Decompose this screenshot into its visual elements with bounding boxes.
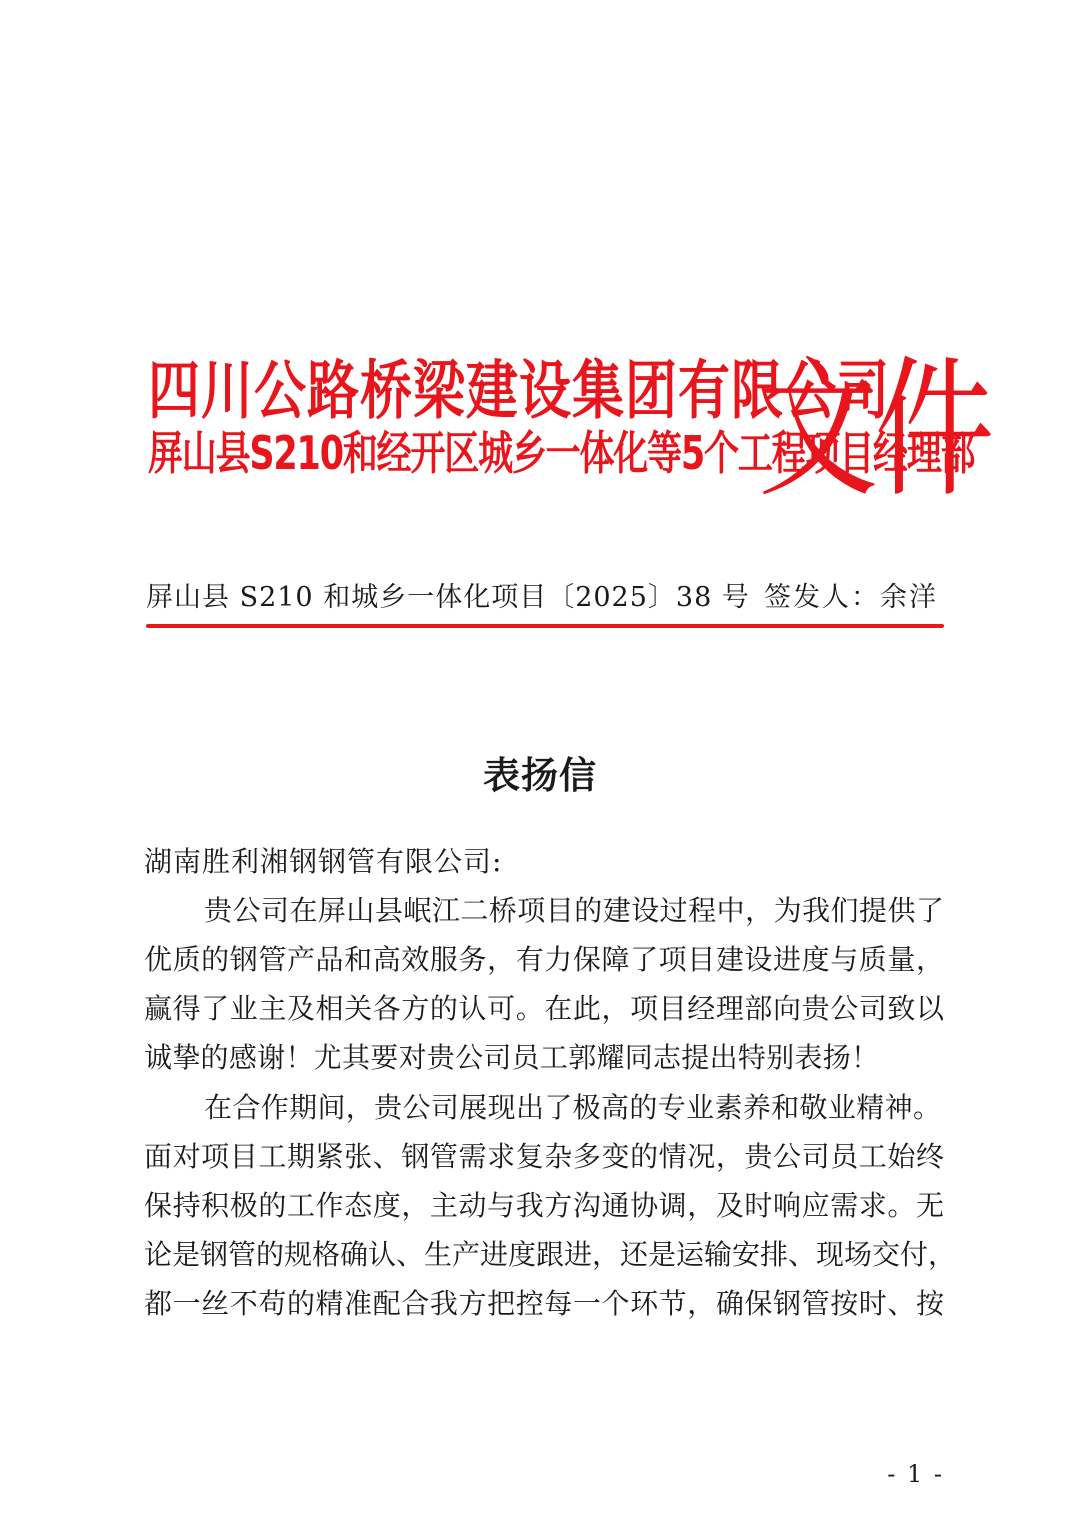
project-department-name: 屏山县S210和经开区城乡一体化等5个工程项目经理部 bbox=[148, 428, 975, 481]
body-line: 贵公司在屏山县岷江二桥项目的建设过程中，为我们提供了 bbox=[204, 894, 944, 927]
body-line: 赢得了业主及相关各方的认可。在此，项目经理部向贵公司致以 bbox=[144, 992, 944, 1025]
body-line: 在合作期间，贵公司展现出了极高的专业素养和敬业精神。 bbox=[204, 1091, 941, 1124]
signer: 签发人：余洋 bbox=[764, 582, 938, 613]
body-line: 都一丝不苟的精准配合我方把控每一个环节，确保钢管按时、按 bbox=[144, 1287, 944, 1320]
body-line: 保持积极的工作态度，主动与我方沟通协调，及时响应需求。无 bbox=[144, 1189, 944, 1222]
body-line: 诚挚的感谢！尤其要对贵公司员工郭耀同志提出特别表扬！ bbox=[144, 1041, 879, 1074]
organization-name: 四川公路桥梁建设集团有限公司 bbox=[148, 355, 891, 429]
document-word: 文件 bbox=[758, 341, 991, 518]
body-line: 论是钢管的规格确认、生产进度跟进，还是运输安排、现场交付， bbox=[144, 1238, 957, 1271]
page-number: - 1 - bbox=[887, 1460, 944, 1488]
document-number: 屏山县 S210 和城乡一体化项目〔2025〕38 号 bbox=[146, 582, 750, 613]
red-divider bbox=[146, 624, 944, 628]
body-line: 优质的钢管产品和高效服务，有力保障了项目建设进度与质量， bbox=[144, 943, 944, 976]
red-header bbox=[140, 341, 991, 522]
salutation: 湖南胜利湘钢钢管有限公司: bbox=[144, 845, 503, 878]
letter-title: 表扬信 bbox=[483, 753, 597, 797]
issue-line bbox=[146, 578, 946, 618]
body-line: 面对项目工期紧张、钢管需求复杂多变的情况，贵公司员工始终 bbox=[144, 1140, 944, 1173]
